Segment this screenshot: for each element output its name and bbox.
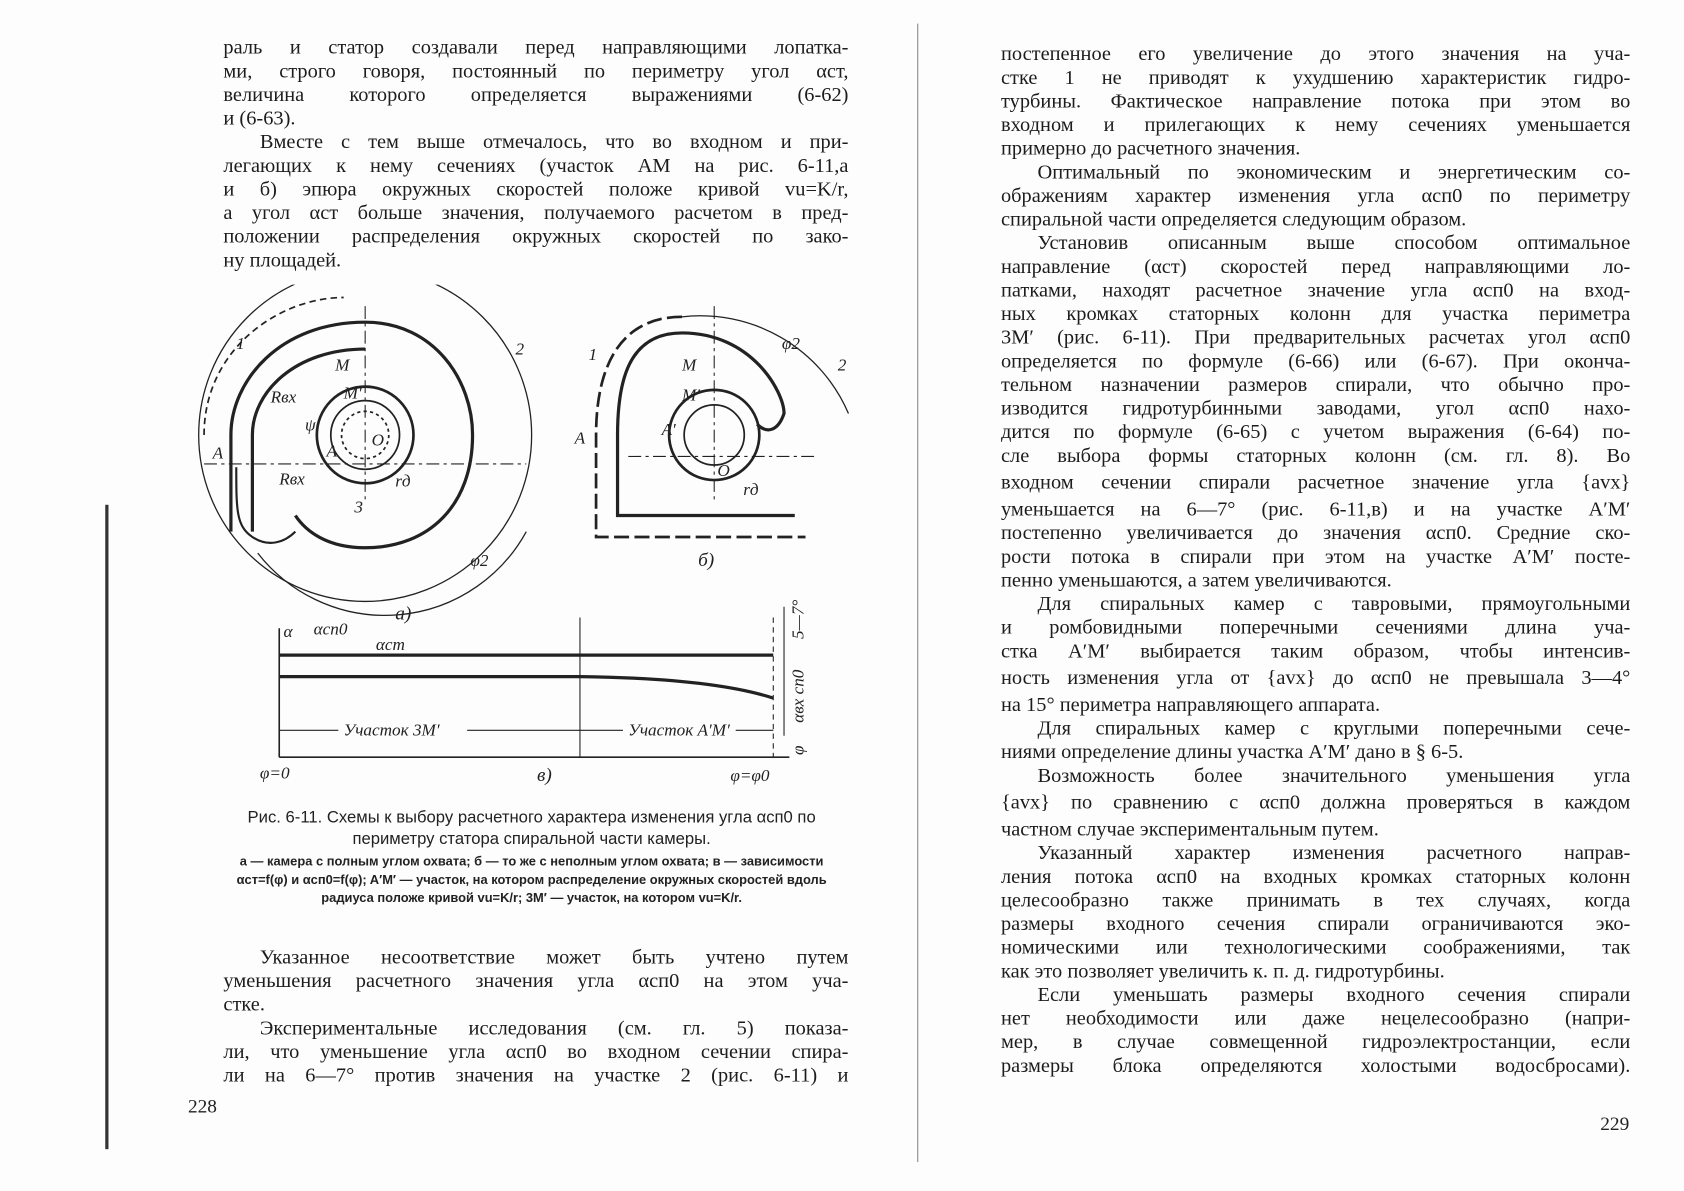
fig-b-label-Ap: A′	[661, 419, 676, 439]
text-line: номическими или технологическими соображениями, так	[1000, 936, 1631, 960]
fig-a-label-3: 3	[354, 497, 364, 517]
text-line: и ромбовидными поперечными сечениями длина уча-	[1000, 616, 1631, 640]
text-line: примерно до расчетного значения.	[1000, 137, 1301, 161]
fig-a-label-rd: rд	[395, 471, 411, 491]
text-line: входном сечении спирали расчетное значение угла {avx}	[1000, 471, 1631, 495]
text-line: уменьшается на 6—7° (рис. 6-11,в) и на участке A′M′	[1000, 498, 1631, 521]
text-line: ных кромках статорных колонн для участка периметра	[1000, 302, 1631, 326]
text-line: сле выбора формы статорных колонн (см. гл. 8). Во	[1000, 444, 1631, 468]
text-line: Оптимальный по экономическим и энергетическим со-	[1037, 161, 1631, 184]
fig-b-label-phi2: φ2	[781, 334, 800, 354]
page-number-left: 228	[187, 1095, 217, 1117]
text-line: постепенно увеличивается до значения αсп0. Средние ско-	[1000, 521, 1631, 545]
text-line: ли на 6—7° против значения на участке 2 (рис. 6-11) и	[223, 1064, 849, 1087]
text-line: размеры блока определяются холостыми водосбросами).	[1000, 1054, 1631, 1078]
fig-b-tag: б)	[698, 549, 715, 571]
text-line: рости потока в спирали при этом на участке A′M′ посте-	[1000, 545, 1631, 569]
text-line: направление (αст) скоростей перед направляющими ло-	[1000, 255, 1631, 279]
text-line: патками, находят расчетное значение угла αсп0 на вход-	[1000, 279, 1631, 302]
text-line: Экспериментальные исследования (см. гл. 5) показа-	[259, 1017, 849, 1040]
figure-b-spiral-chamber-partial	[596, 306, 848, 537]
text-line: стка A′M′ выбирается таким образом, чтобы интенсив-	[1000, 640, 1631, 663]
text-line: уменьшения расчетного значения угла αсп0 на этом уча-	[223, 969, 849, 993]
caption-title: Рис. 6-11. Схемы к выбору расчетного характера изменения угла αсп0 по периметру статора спиральной части камеры.	[247, 808, 816, 849]
page-number-right: 229	[1600, 1112, 1630, 1135]
figure-caption	[215, 808, 849, 908]
text-line: определяется по формуле (6-66) или (6-67). При оконча-	[1000, 350, 1631, 373]
right-page-text	[1001, 43, 1630, 1078]
fig-a-label-psi: ψ	[305, 415, 316, 435]
figure-6-11	[193, 285, 859, 801]
text-line: частном случае экспериментальным путем.	[1000, 818, 1379, 841]
fig-c-segment-AM: Участок A′M′	[628, 720, 730, 740]
fig-a-label-A: A	[326, 441, 337, 461]
left-page-text-top	[223, 37, 848, 273]
text-line: и (6-63).	[223, 107, 296, 130]
text-line: ниями определение длины участка A′M′ дано в § 6-5.	[1000, 741, 1464, 764]
left-edge-shadow	[105, 505, 108, 1149]
text-line: спиральной части определяется следующим образом.	[1000, 208, 1467, 231]
text-line: целесообразно также принимать в тех случаях, когда	[1000, 889, 1631, 912]
text-line: Если уменьшать размеры входного сечения спирали	[1037, 983, 1631, 1007]
fig-a-label-Mp: M′	[343, 383, 362, 403]
text-line: Возможность более значительного уменьшения угла	[1037, 764, 1631, 788]
text-line: ления потока αсп0 на входных кромках статорных колонн	[1000, 865, 1631, 889]
fig-a-label-O: O	[371, 430, 385, 450]
fig-c-phi-zero: φ=0	[259, 763, 290, 783]
text-line: Вместе с тем выше отмечалось, что во входном и при-	[259, 131, 849, 154]
text-line: ображениям характер изменения угла αсп0 по периметру	[1000, 184, 1631, 208]
text-line: легающих к нему сечениях (участок AM на рис. 6-11,а	[223, 154, 849, 178]
text-line: как это позволяет увеличить к. п. д. гидротурбины.	[1000, 960, 1445, 983]
fig-b-label-A: A	[574, 428, 586, 448]
fig-b-label-M: M	[681, 355, 697, 375]
fig-a-label-A-left: A	[212, 443, 224, 463]
fig-b-label-Mp: M′	[681, 385, 701, 405]
text-line: турбины. Фактическое направление потока при этом во	[1000, 90, 1631, 113]
alpha-sp0-curve	[279, 677, 773, 698]
text-line: ми, строго говоря, постоянный по периметру угол αст,	[223, 60, 849, 83]
text-line: 3M′ (рис. 6-11). При предварительных расчетах угол αсп0	[1000, 326, 1631, 350]
text-line: положении распределения окружных скоростей по зако-	[223, 225, 849, 249]
text-line: Указанное несоответствие может быть учтено путем	[259, 946, 849, 969]
text-line: величина которого определяется выражениями (6-62)	[223, 83, 849, 107]
text-line: стке 1 не приводят к ухудшению характеристик гидро-	[1000, 66, 1631, 90]
text-line: пенно уменьшаются, а затем увеличиваются.	[1000, 569, 1392, 592]
fig-c-phi-label: φ	[788, 745, 808, 756]
text-line: Установив описанным выше способом оптимальное	[1037, 231, 1631, 255]
fig-a-label-1: 1	[236, 334, 245, 354]
text-line: постепенное его увеличение до этого значения на уча-	[1000, 42, 1631, 66]
fig-a-label-2: 2	[515, 339, 525, 359]
fig-c-tag: в)	[537, 764, 552, 786]
fig-a-label-Rvx: Rвх	[270, 387, 297, 407]
fig-c-deg-label: 5—7°	[788, 599, 808, 640]
fig-b-label-1: 1	[588, 344, 598, 364]
text-line: а угол αст больше значения, получаемого расчетом в пред-	[223, 201, 849, 225]
fig-a-tag: а)	[395, 603, 412, 625]
text-line: мер, в случае совмещенной гидроэлектростанции, если	[1000, 1031, 1631, 1054]
fig-c-label-a-sp0: αсп0	[313, 619, 348, 639]
text-line: тельном назначении размеров спирали, что обычно про-	[1000, 373, 1631, 397]
text-line: ли, что уменьшение угла αсп0 во входном сечении спира-	[223, 1040, 849, 1064]
text-line: ну площадей.	[223, 249, 342, 272]
fig-c-label-a-st: αст	[375, 634, 405, 654]
text-line: дится по формуле (6-65) с учетом выражения (6-64) по-	[1000, 421, 1631, 444]
left-page-text-bottom	[223, 946, 848, 1088]
text-line: размеры входного сечения спирали ограничиваются эко-	[1000, 912, 1631, 936]
fig-b-label-2: 2	[837, 355, 847, 375]
fig-a-label-phi2: φ2	[470, 550, 489, 570]
fig-c-a-vx-label: αвх сп0	[788, 669, 808, 723]
fig-c-segment-3M: Участок 3M′	[343, 720, 440, 740]
text-line: на 15° периметра направляющего аппарата.	[1000, 693, 1381, 717]
text-line: нет необходимости или даже нецелесообразно (напри-	[1000, 1007, 1631, 1030]
text-line: Указанный характер изменения расчетного направ-	[1037, 842, 1631, 865]
text-line: {avx} по сравнению с αсп0 должна проверяться в каждом	[1000, 791, 1631, 815]
fig-a-label-Rvx2: Rвх	[279, 469, 305, 489]
fig-b-label-rd: rд	[743, 480, 759, 500]
text-line: входном и прилегающих к нему сечениях уменьшается	[1000, 113, 1631, 137]
text-line: и б) эпюра окружных скоростей положе кривой vu=K/r,	[223, 178, 849, 201]
text-line: ность изменения угла от {avx} до αсп0 не превышала 3—4°	[1000, 666, 1631, 690]
text-line: раль и статор создавали перед направляющими лопатка-	[223, 36, 849, 60]
page-gutter-line	[917, 24, 918, 1162]
fig-c-phi-end: φ=φ0	[730, 765, 770, 785]
fig-b-label-O: O	[717, 460, 730, 480]
fig-a-label-M: M	[335, 355, 350, 375]
text-line: изводится гидротурбинными заводами, угол αсп0 нахо-	[1000, 397, 1631, 420]
caption-legend: а — камера с полным углом охвата; б — то же с неполным углом охвата; в — зависимости αст=f(φ) и αсп0=f(φ); A′M′ — участок, на котором распределение окружных скоростей вдоль радиуса положе кривой vu=K/r; 3M′ — участок, на котором vu=K/r.	[236, 853, 827, 906]
fig-c-alpha-axis: α	[283, 621, 293, 641]
text-line: Для спиральных камер с тавровыми, прямоугольными	[1037, 592, 1631, 616]
text-line: Для спиральных камер с круглыми поперечными сече-	[1037, 717, 1631, 740]
text-line: стке.	[223, 993, 265, 1017]
